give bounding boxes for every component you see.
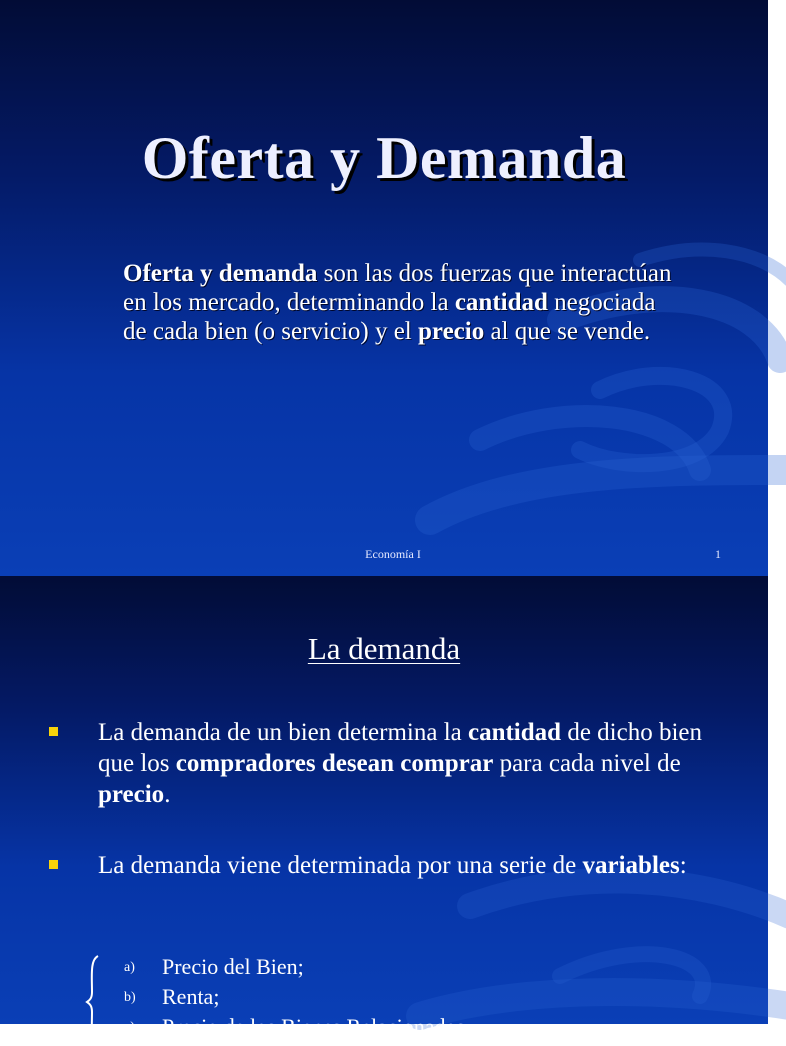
text-part: :: [679, 852, 687, 879]
body-text-part: son las dos fuerzas que interactúan en los mercado, determinando la: [123, 260, 672, 316]
slide-title: Oferta y Demanda: [141, 125, 627, 191]
body-text-part: al que se vende.: [484, 318, 651, 345]
bold-term: variables: [582, 852, 680, 879]
slide-footer: Economía I: [365, 547, 421, 561]
page-number: 1: [715, 547, 721, 561]
body-text-part: negociada de cada bien (o servicio) y el: [123, 289, 656, 345]
bold-term: compradores desean comprar: [175, 750, 494, 777]
bold-term-oferta-demanda: Oferta y demanda: [123, 260, 318, 287]
slide-2: [0, 576, 768, 1039]
bold-term: cantidad: [467, 719, 562, 746]
variable-letter: b): [124, 990, 136, 1005]
text-part: .: [164, 781, 171, 808]
slide-body-text: [123, 259, 683, 346]
bold-term-cantidad: cantidad: [454, 289, 548, 316]
variable-letter: c): [124, 1020, 135, 1035]
bold-term: precio: [98, 781, 165, 808]
bold-term-precio: precio: [418, 318, 485, 345]
variable-item: [0, 954, 768, 984]
bullet-text: [98, 850, 728, 881]
variable-text: Precio de los Bienes Relacionados: [162, 1014, 466, 1039]
square-bullet-icon: [49, 727, 58, 736]
variable-item: [0, 984, 768, 1014]
square-bullet-icon: [49, 860, 58, 869]
variable-text: Renta;: [162, 984, 220, 1009]
text-part: para cada nivel de: [493, 750, 681, 777]
variable-letter: a): [124, 960, 135, 975]
variable-text: Precio del Bien;: [162, 954, 304, 979]
variable-item: [0, 1014, 768, 1044]
slide-title: La demanda: [307, 631, 461, 666]
bullet-text: [98, 717, 728, 810]
text-part: La demanda viene determinada por una serie de: [98, 852, 583, 879]
text-part: de dicho bien que los: [98, 719, 703, 777]
text-part: La demanda de un bien determina la: [98, 719, 468, 746]
